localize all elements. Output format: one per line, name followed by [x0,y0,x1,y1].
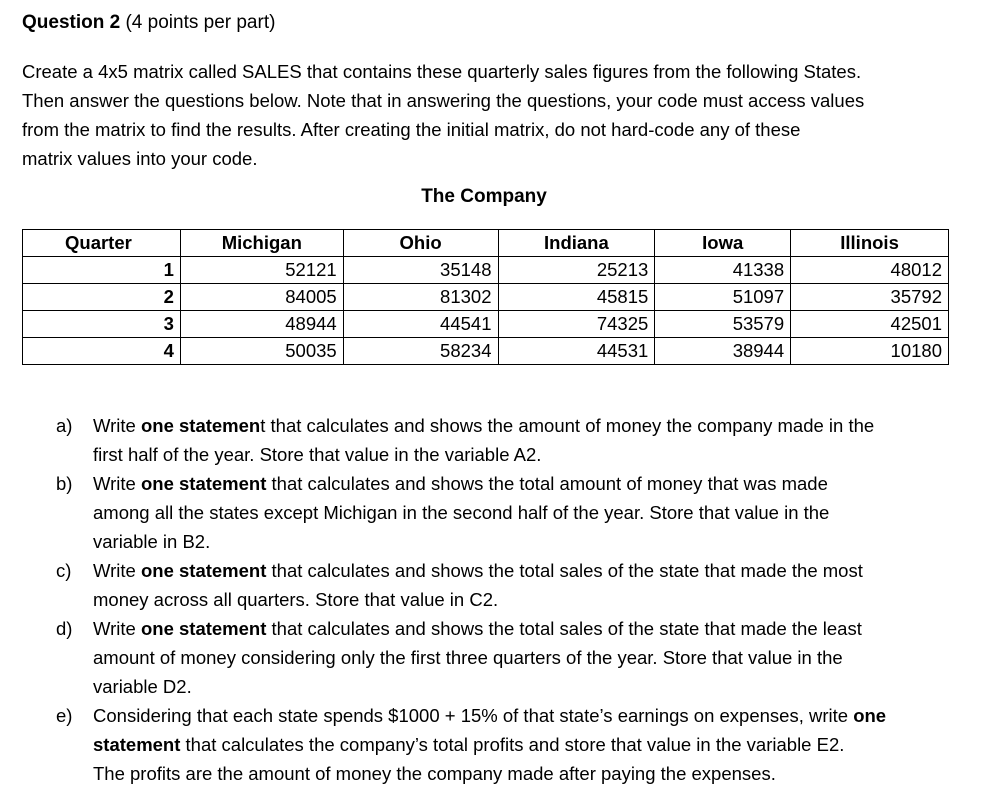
question-line [93,672,956,701]
sales-cell: 44541 [343,311,498,338]
question-text: money across all quarters. Store that value in C2. [93,589,499,610]
sales-cell: 48944 [180,311,343,338]
intro-paragraph [22,57,962,173]
sales-cell: 35148 [343,257,498,284]
table-body [23,257,949,365]
table-row [23,338,949,365]
table-row [23,284,949,311]
question-text: that calculates the company’s total profits and store that value in the variable E2. [180,734,845,755]
sales-cell: 48012 [791,257,949,284]
question-text: Write [93,560,141,581]
emphasis-text: one statement [140,560,267,581]
table-caption: The Company [421,186,547,207]
question-item [56,469,956,556]
question-line [93,556,956,585]
question-line [93,614,956,643]
quarter-cell: 1 [23,257,181,284]
sales-cell: 10180 [791,338,949,365]
quarter-cell: 3 [23,311,181,338]
question-line [93,701,956,730]
question-item [56,411,956,469]
question-line [93,469,956,498]
question-text: Write [93,415,141,436]
question-marker: c) [56,560,72,581]
question-line [93,440,956,469]
sales-cell: 58234 [343,338,498,365]
question-text: The profits are the amount of money the company made after paying the expenses. [93,763,776,784]
intro-line: Then answer the questions below. Note that in answering the questions, your code must access values [22,90,865,111]
question-line [93,527,956,556]
question-line [93,498,956,527]
question-text: that calculates and shows the total sales of the state that made the least [266,618,862,639]
question-item [56,614,956,701]
question-text: among all the states except Michigan in the second half of the year. Store that value in the [93,502,830,523]
emphasis-text: one [853,705,887,726]
intro-line: from the matrix to find the results. After creating the initial matrix, do not hard-code any of these [22,119,801,140]
question-marker: d) [56,618,73,639]
sales-cell: 25213 [498,257,655,284]
table-header-row [23,230,949,257]
quarter-cell: 4 [23,338,181,365]
column-header-ohio: Ohio [343,230,498,257]
question-text: that calculates and shows the total amount of money that was made [266,473,828,494]
sales-cell: 45815 [498,284,655,311]
question-item [56,701,956,788]
question-text: first half of the year. Store that value in the variable A2. [93,444,542,465]
question-heading [22,11,275,35]
question-line [93,759,956,788]
question-marker: b) [56,473,73,494]
question-line [93,730,956,759]
table-row [23,311,949,338]
sales-cell: 44531 [498,338,655,365]
question-text: t that calculates and shows the amount of money the company made in the [260,415,875,436]
sales-cell: 50035 [180,338,343,365]
question-text: variable D2. [93,676,192,697]
question-marker: e) [56,705,73,726]
sales-table [22,229,949,365]
question-text: amount of money considering only the first three quarters of the year. Store that value in the [93,647,843,668]
question-text: Considering that each state spends $1000 + 15% of that state’s earnings on expenses, write [93,705,854,726]
emphasis-text: statement [93,734,181,755]
table-row [23,257,949,284]
emphasis-text: one statemen [140,415,261,436]
column-header-michigan: Michigan [180,230,343,257]
column-header-iowa: Iowa [655,230,791,257]
sales-cell: 42501 [791,311,949,338]
question-label: Question 2 [22,12,121,33]
sales-cell: 51097 [655,284,791,311]
sales-cell: 41338 [655,257,791,284]
emphasis-text: one statement [140,473,267,494]
question-points: (4 points per part) [125,12,276,33]
question-line [93,411,956,440]
question-list [56,411,956,788]
sales-cell: 84005 [180,284,343,311]
question-text: Write [93,473,141,494]
column-header-illinois: Illinois [791,230,949,257]
intro-line: Create a 4x5 matrix called SALES that contains these quarterly sales figures from the following States. [22,61,862,82]
question-text: that calculates and shows the total sales of the state that made the most [266,560,863,581]
question-line [93,643,956,672]
question-text: variable in B2. [93,531,211,552]
question-marker: a) [56,415,73,436]
sales-cell: 38944 [655,338,791,365]
sales-cell: 52121 [180,257,343,284]
sales-cell: 35792 [791,284,949,311]
column-header-indiana: Indiana [498,230,655,257]
sales-cell: 81302 [343,284,498,311]
question-line [93,585,956,614]
quarter-cell: 2 [23,284,181,311]
emphasis-text: one statement [140,618,267,639]
question-item [56,556,956,614]
column-header-quarter: Quarter [23,230,181,257]
intro-line: matrix values into your code. [22,148,258,169]
question-text: Write [93,618,141,639]
sales-cell: 74325 [498,311,655,338]
sales-cell: 53579 [655,311,791,338]
